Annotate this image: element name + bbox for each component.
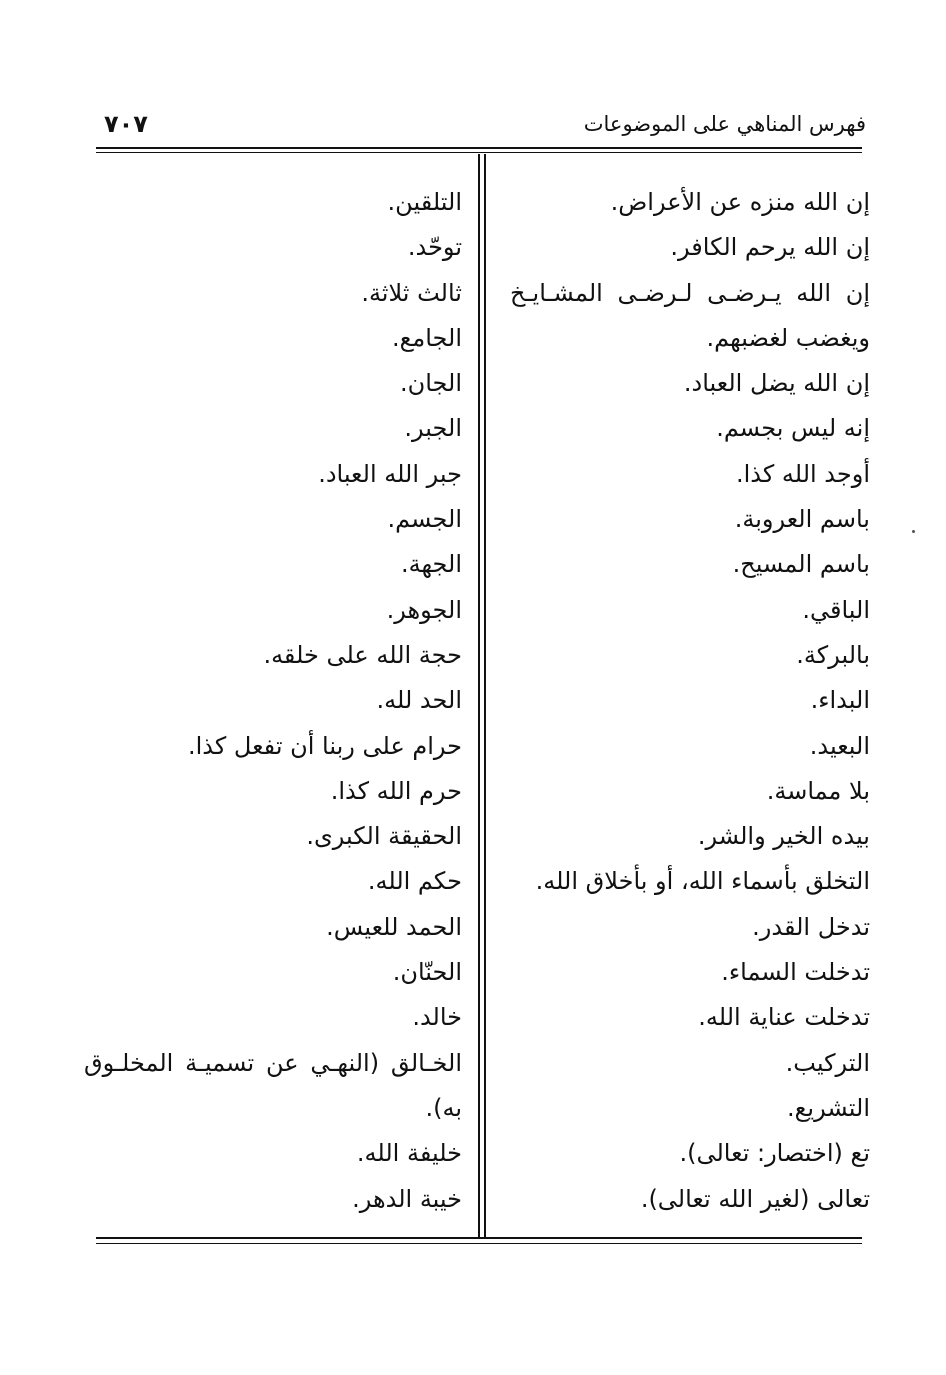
index-entry: الحمد للعيس. [326, 912, 462, 941]
index-entry: تعالى (لغير الله تعالى). [640, 1184, 870, 1213]
index-entry: إن الله يضل العباد. [683, 369, 870, 398]
index-entry: إن الله يرحم الكافر. [670, 233, 870, 262]
header-rule-thick [96, 147, 862, 149]
index-entry: به). [425, 1093, 462, 1122]
index-entry: جبر الله العباد. [318, 459, 462, 488]
index-entry: حجة الله على خلقه. [263, 640, 462, 669]
index-entry: الجبر. [404, 414, 462, 443]
column-divider-right [484, 154, 486, 1238]
index-entry: باسم العروبة. [734, 505, 870, 534]
index-entry: بالبركة. [796, 640, 870, 669]
index-entry: التركيب. [785, 1048, 870, 1077]
index-entry: حكم الله. [367, 867, 462, 896]
footer-rule-thin [96, 1243, 862, 1244]
index-entry: خليفة الله. [356, 1139, 462, 1168]
index-column-right [490, 180, 870, 1222]
stray-mark [912, 530, 915, 533]
index-entry: الجان. [399, 369, 462, 398]
index-entry: الباقي. [802, 595, 870, 624]
index-entry: الحقيقة الكبرى. [306, 822, 462, 851]
index-entry: الحنّان. [392, 958, 462, 987]
running-title: فهرس المناهي على الموضوعات [583, 112, 866, 136]
index-entry: إنه ليس بجسم. [716, 414, 870, 443]
index-entry: تدخلت السماء. [721, 958, 870, 987]
index-entry: الجامع. [391, 323, 462, 352]
index-entry: حرام على ربنا أن تفعل كذا. [187, 731, 462, 760]
header-rule-thin [96, 152, 862, 153]
index-entry: الجهة. [400, 550, 462, 579]
index-entry: البعيد. [809, 731, 870, 760]
index-entry: التلقين. [387, 188, 462, 216]
index-entry: ويغضب لغضبهم. [706, 323, 870, 352]
index-entry: بلا مماسة. [766, 776, 870, 805]
index-entry: البداء. [810, 686, 870, 715]
index-entry: خالد. [412, 1003, 462, 1032]
index-entry: توحّد. [407, 233, 462, 262]
index-entry: خيبة الدهر. [352, 1184, 462, 1213]
index-entry: تع (اختصار: تعالى). [679, 1139, 870, 1168]
index-entry: حرم الله كذا. [330, 776, 462, 805]
index-entry: أوجد الله كذا. [735, 459, 870, 488]
index-entry: الجسم. [387, 505, 462, 534]
index-entry: ثالث ثلاثة. [361, 278, 462, 307]
index-entry: الحد لله. [376, 686, 462, 715]
index-entry: بيده الخير والشر. [697, 822, 870, 851]
index-entry: باسم المسيح. [732, 550, 870, 579]
column-divider-left [478, 154, 480, 1238]
index-entry: إن الله يـرضـى لـرضـى المشـايـخ [510, 278, 870, 307]
index-entry: الجوهر. [386, 595, 462, 624]
index-entry: تدخل القدر. [752, 912, 870, 941]
index-entry: إن الله منزه عن الأعراض. [610, 188, 870, 216]
index-entry: الخـالق (النهـي عن تسميـة المخلـوق [84, 1048, 462, 1077]
footer-rule-thick [96, 1237, 862, 1239]
index-entry: تدخلت عناية الله. [698, 1003, 870, 1032]
index-entry: التشريع. [787, 1093, 870, 1122]
index-column-left [82, 180, 462, 1222]
page-number: ٧٠٧ [104, 110, 148, 138]
index-entry: التخلق بأسماء الله، أو بأخلاق الله. [535, 867, 870, 896]
